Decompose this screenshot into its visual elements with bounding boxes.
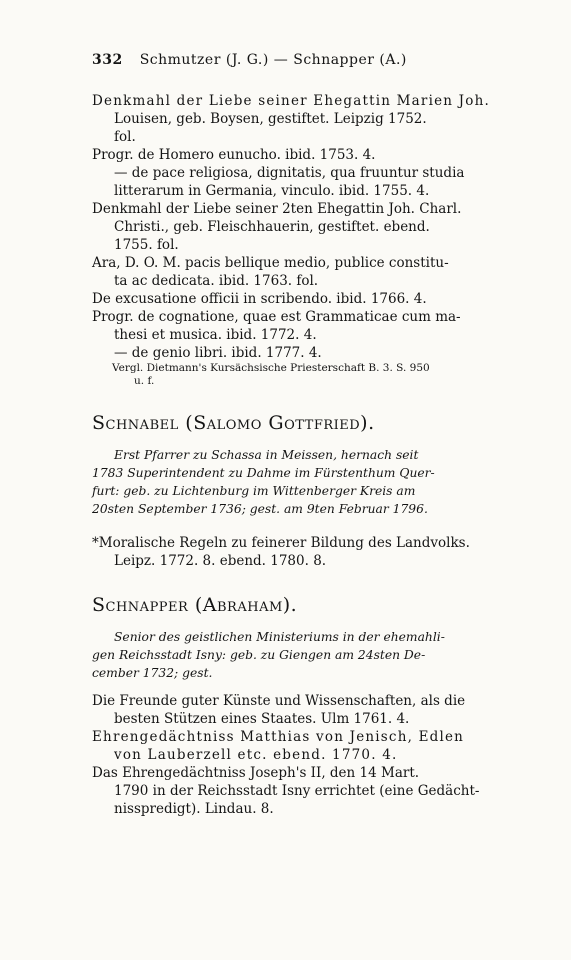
work-line: *Moralische Regeln zu feinerer Bildung des Landvolks. [92,535,470,551]
schnapper-works [92,692,479,818]
bio-line: gen Reichsstadt Isny: geb. zu Giengen am 24sten De- [92,648,426,662]
reference-line: u. f. [134,375,155,387]
work-line: ta ac dedicata. ibid. 1763. fol. [114,273,319,289]
running-title: Schmutzer (J. G.) — Schnapper (A.) [139,52,407,68]
schnabel-works [92,534,470,570]
work-line: von Lauberzell etc. ebend. 1770. 4. [114,747,398,763]
schnapper-heading: Schnapper (Abraham). [92,594,298,616]
bio-line: 1783 Superintendent zu Dahme im Fürstenthum Quer- [92,466,435,480]
work-line: Louisen, geb. Boysen, gestiftet. Leipzig 1752. [114,111,427,127]
work-line: Die Freunde guter Künste und Wissenschaften, als die [92,693,466,709]
work-line: Christi., geb. Fleischhauerin, gestiftet. ebend. [114,219,430,235]
work-line: Denkmahl der Liebe seiner Ehegattin Marien Joh. [92,93,490,109]
bio-line: Erst Pfarrer zu Schassa in Meissen, hernach seit [114,448,419,462]
work-line: Ehrengedächtniss Matthias von Jenisch, Edlen [92,729,465,745]
work-line: Progr. de Homero eunucho. ibid. 1753. 4. [92,147,376,163]
work-line: besten Stützen eines Staates. Ulm 1761. 4. [114,711,410,727]
work-line: Ara, D. O. M. pacis bellique medio, publice constitu- [92,255,449,271]
bio-line: Senior des geistlichen Ministeriums in der ehemahli- [114,630,445,644]
page-number: 332 [92,52,123,68]
schnapper-biography [92,628,445,682]
work-line: — de pace religiosa, dignitatis, qua fruuntur studia [114,165,465,181]
reference-line: Vergl. Dietmann's Kursächsische Priesterschaft B. 3. S. 950 [112,362,430,374]
running-header [92,52,532,68]
work-line: — de genio libri. ibid. 1777. 4. [114,345,322,361]
work-line: fol. [114,129,136,145]
work-line: Progr. de cognatione, quae est Grammaticae cum ma- [92,309,461,325]
schnabel-heading: Schnabel (Salomo Gottfried). [92,412,375,434]
work-line: 1790 in der Reichsstadt Isny errichtet (eine Gedächt- [114,783,480,799]
schmutzer-works [92,92,490,362]
schnabel-biography [92,446,435,518]
work-line: nisspredigt). Lindau. 8. [114,801,274,817]
work-line: Denkmahl der Liebe seiner 2ten Ehegattin Joh. Charl. [92,201,462,217]
schmutzer-reference [112,362,430,388]
work-line: Das Ehrengedächtniss Joseph's II, den 14 Mart. [92,765,420,781]
work-line: Leipz. 1772. 8. ebend. 1780. 8. [114,553,327,569]
work-line: 1755. fol. [114,237,179,253]
bio-line: 20sten September 1736; gest. am 9ten Februar 1796. [92,502,428,516]
bio-line: cember 1732; gest. [92,666,213,680]
bio-line: furt: geb. zu Lichtenburg im Wittenberger Kreis am [92,484,416,498]
work-line: litterarum in Germania, vinculo. ibid. 1755. 4. [114,183,430,199]
work-line: De excusatione officii in scribendo. ibid. 1766. 4. [92,291,427,307]
work-line: thesi et musica. ibid. 1772. 4. [114,327,317,343]
